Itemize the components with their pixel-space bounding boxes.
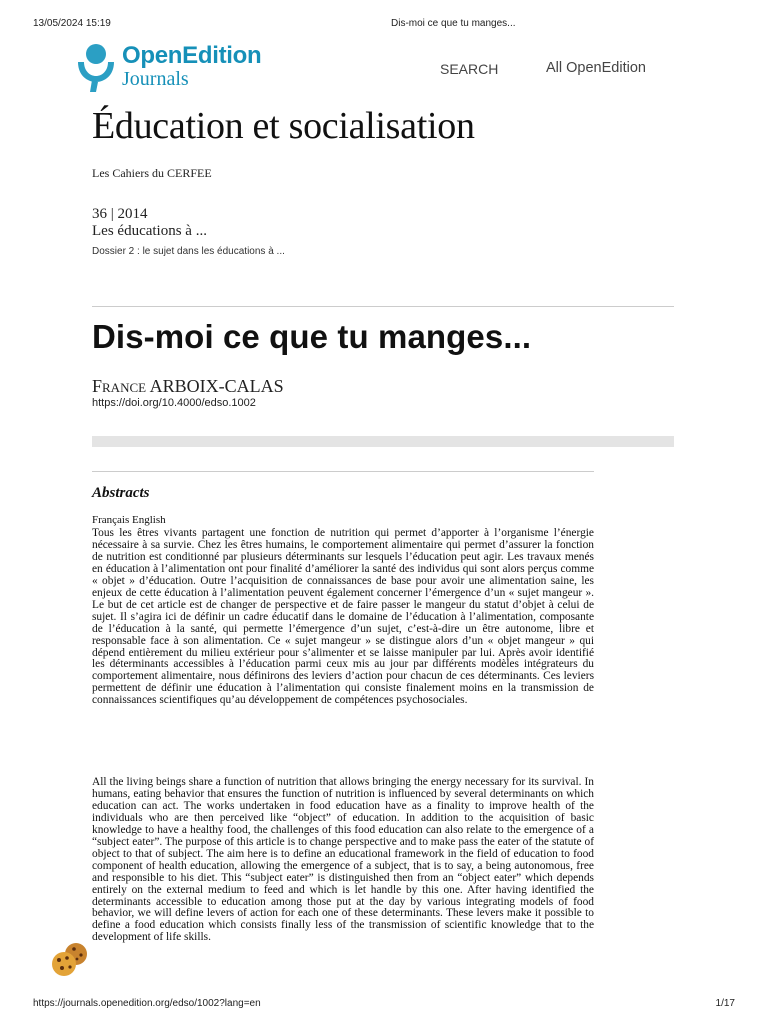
journal-title[interactable]: Éducation et socialisation	[92, 105, 475, 147]
abstract-language-switch	[92, 514, 166, 526]
logo-openedition: OpenEdition	[122, 42, 262, 69]
search-link[interactable]: SEARCH	[440, 61, 499, 77]
print-page-title: Dis-moi ce que tu manges...	[391, 18, 516, 29]
lang-en-link[interactable]: English	[132, 514, 166, 526]
author-last-name: ARBOIX-CALAS	[149, 376, 284, 396]
article-doi[interactable]: https://doi.org/10.4000/edso.1002	[92, 397, 256, 409]
abstract-french: Tous les êtres vivants partagent une fonction de nutrition qui permet d’apporter à l’organisme l’énergie nécessaire à sa survie. Chez les êtres humains, le comportement alimentaire qui permet d’assurer la fonction de nutrition est conditionné par plusieurs déterminants sur lesquels l’éducation peut agir. Les travaux menés en éducation à l’alimentation ont pour finalité d’améliorer la santé des individus qui sont alors perçus comme « objet » d’éducation. Outre l’acquisition de connaissances de base pour avoir une alimentation saine, les enjeux de cette éducation à l’alimentation peuvent également concerner l’émergence d’un « sujet mangeur ». Le but de cet article est de changer de perspective et de faire passer le mangeur du statut d’objet à celui de sujet. Il s’agira ici de définir un cadre éducatif dans le domaine de l’éducation à l’alimentation, composante de l’éducation à la santé, qui permette l’émergence d’un sujet, c’est-à-dire un être autonome, libre et responsable face à son alimentation. Ce « sujet mangeur » se distingue alors d’un « objet mangeur » qui dépend entièrement du milieu extérieur pour s’alimenter et se laisse manipuler par lui. Après avoir identifié les déterminants accessibles à l’éducation parmi ceux mis au jour par différents modèles intégrateurs du comportement alimentaire, nous définirons des leviers d’action pour chacun de ces déterminants. Ces leviers permettent de définir une éducation à l’alimentation qui consiste finalement moins en la transmission de connaissances scientifiques qu’au développement de compétences psychosociales.	[92, 527, 594, 707]
abstract-english: All the living beings share a function of nutrition that allows bringing the energy necessary for its survival. In humans, eating behavior that ensures the function of nutrition is influenced by several determinants on which education can act. The works undertaken in food education have as a finality to improve health of the individuals who are then perceived like “object” of education. In addition to the acquisition of basic knowledge to have a healthy food, the challenges of this food education can also relate to the emergence of a “subject eater”. The purpose of this article is to change perspective and to make pass the eater of the statute of object to that of subject. The aim here is to define an educational framework in the field of education to food component of health education, allowing the emergence of a subject, that is to say, a being autonomous, free and responsible to his diet. This “subject eater” is distinguished then from an “object eater” which depends entirely on the external medium to feed and which is let handle by this one. After having identified the determinants accessible to education among those put at the day by various integrating models of food behavior, we will define levers of action for each one of these determinants. These levers make it possible to define a food education which consists finally less of the transmission of scientific knowledge that to the development of life skills.	[92, 776, 594, 944]
article-title: Dis-moi ce que tu manges...	[92, 318, 532, 355]
article-author[interactable]	[92, 376, 284, 397]
print-url: https://journals.openedition.org/edso/1002?lang=en	[33, 998, 261, 1009]
print-header	[33, 18, 735, 32]
cookie-icon	[50, 940, 92, 978]
cookie-consent-button[interactable]	[50, 940, 92, 978]
journal-subtitle: Les Cahiers du CERFEE	[92, 166, 212, 180]
divider	[92, 471, 594, 472]
toolbar-band	[92, 436, 674, 447]
all-openedition-link[interactable]: All OpenEdition	[546, 60, 646, 76]
issue-title[interactable]: Les éducations à ...	[92, 223, 207, 239]
issue-dossier[interactable]: Dossier 2 : le sujet dans les éducations à ...	[92, 246, 285, 257]
print-footer	[33, 998, 735, 1012]
print-datetime: 13/05/2024 15:19	[33, 18, 111, 29]
logo-journals: Journals	[122, 68, 189, 90]
abstracts-heading: Abstracts	[92, 485, 150, 501]
author-first-name: France	[92, 376, 147, 396]
divider	[92, 306, 674, 307]
issue-number[interactable]: 36 | 2014	[92, 206, 148, 222]
openedition-person-icon	[74, 40, 118, 92]
print-page-number: 1/17	[715, 998, 735, 1009]
openedition-logo[interactable]	[74, 38, 314, 94]
lang-fr-link[interactable]: Français	[92, 514, 130, 526]
